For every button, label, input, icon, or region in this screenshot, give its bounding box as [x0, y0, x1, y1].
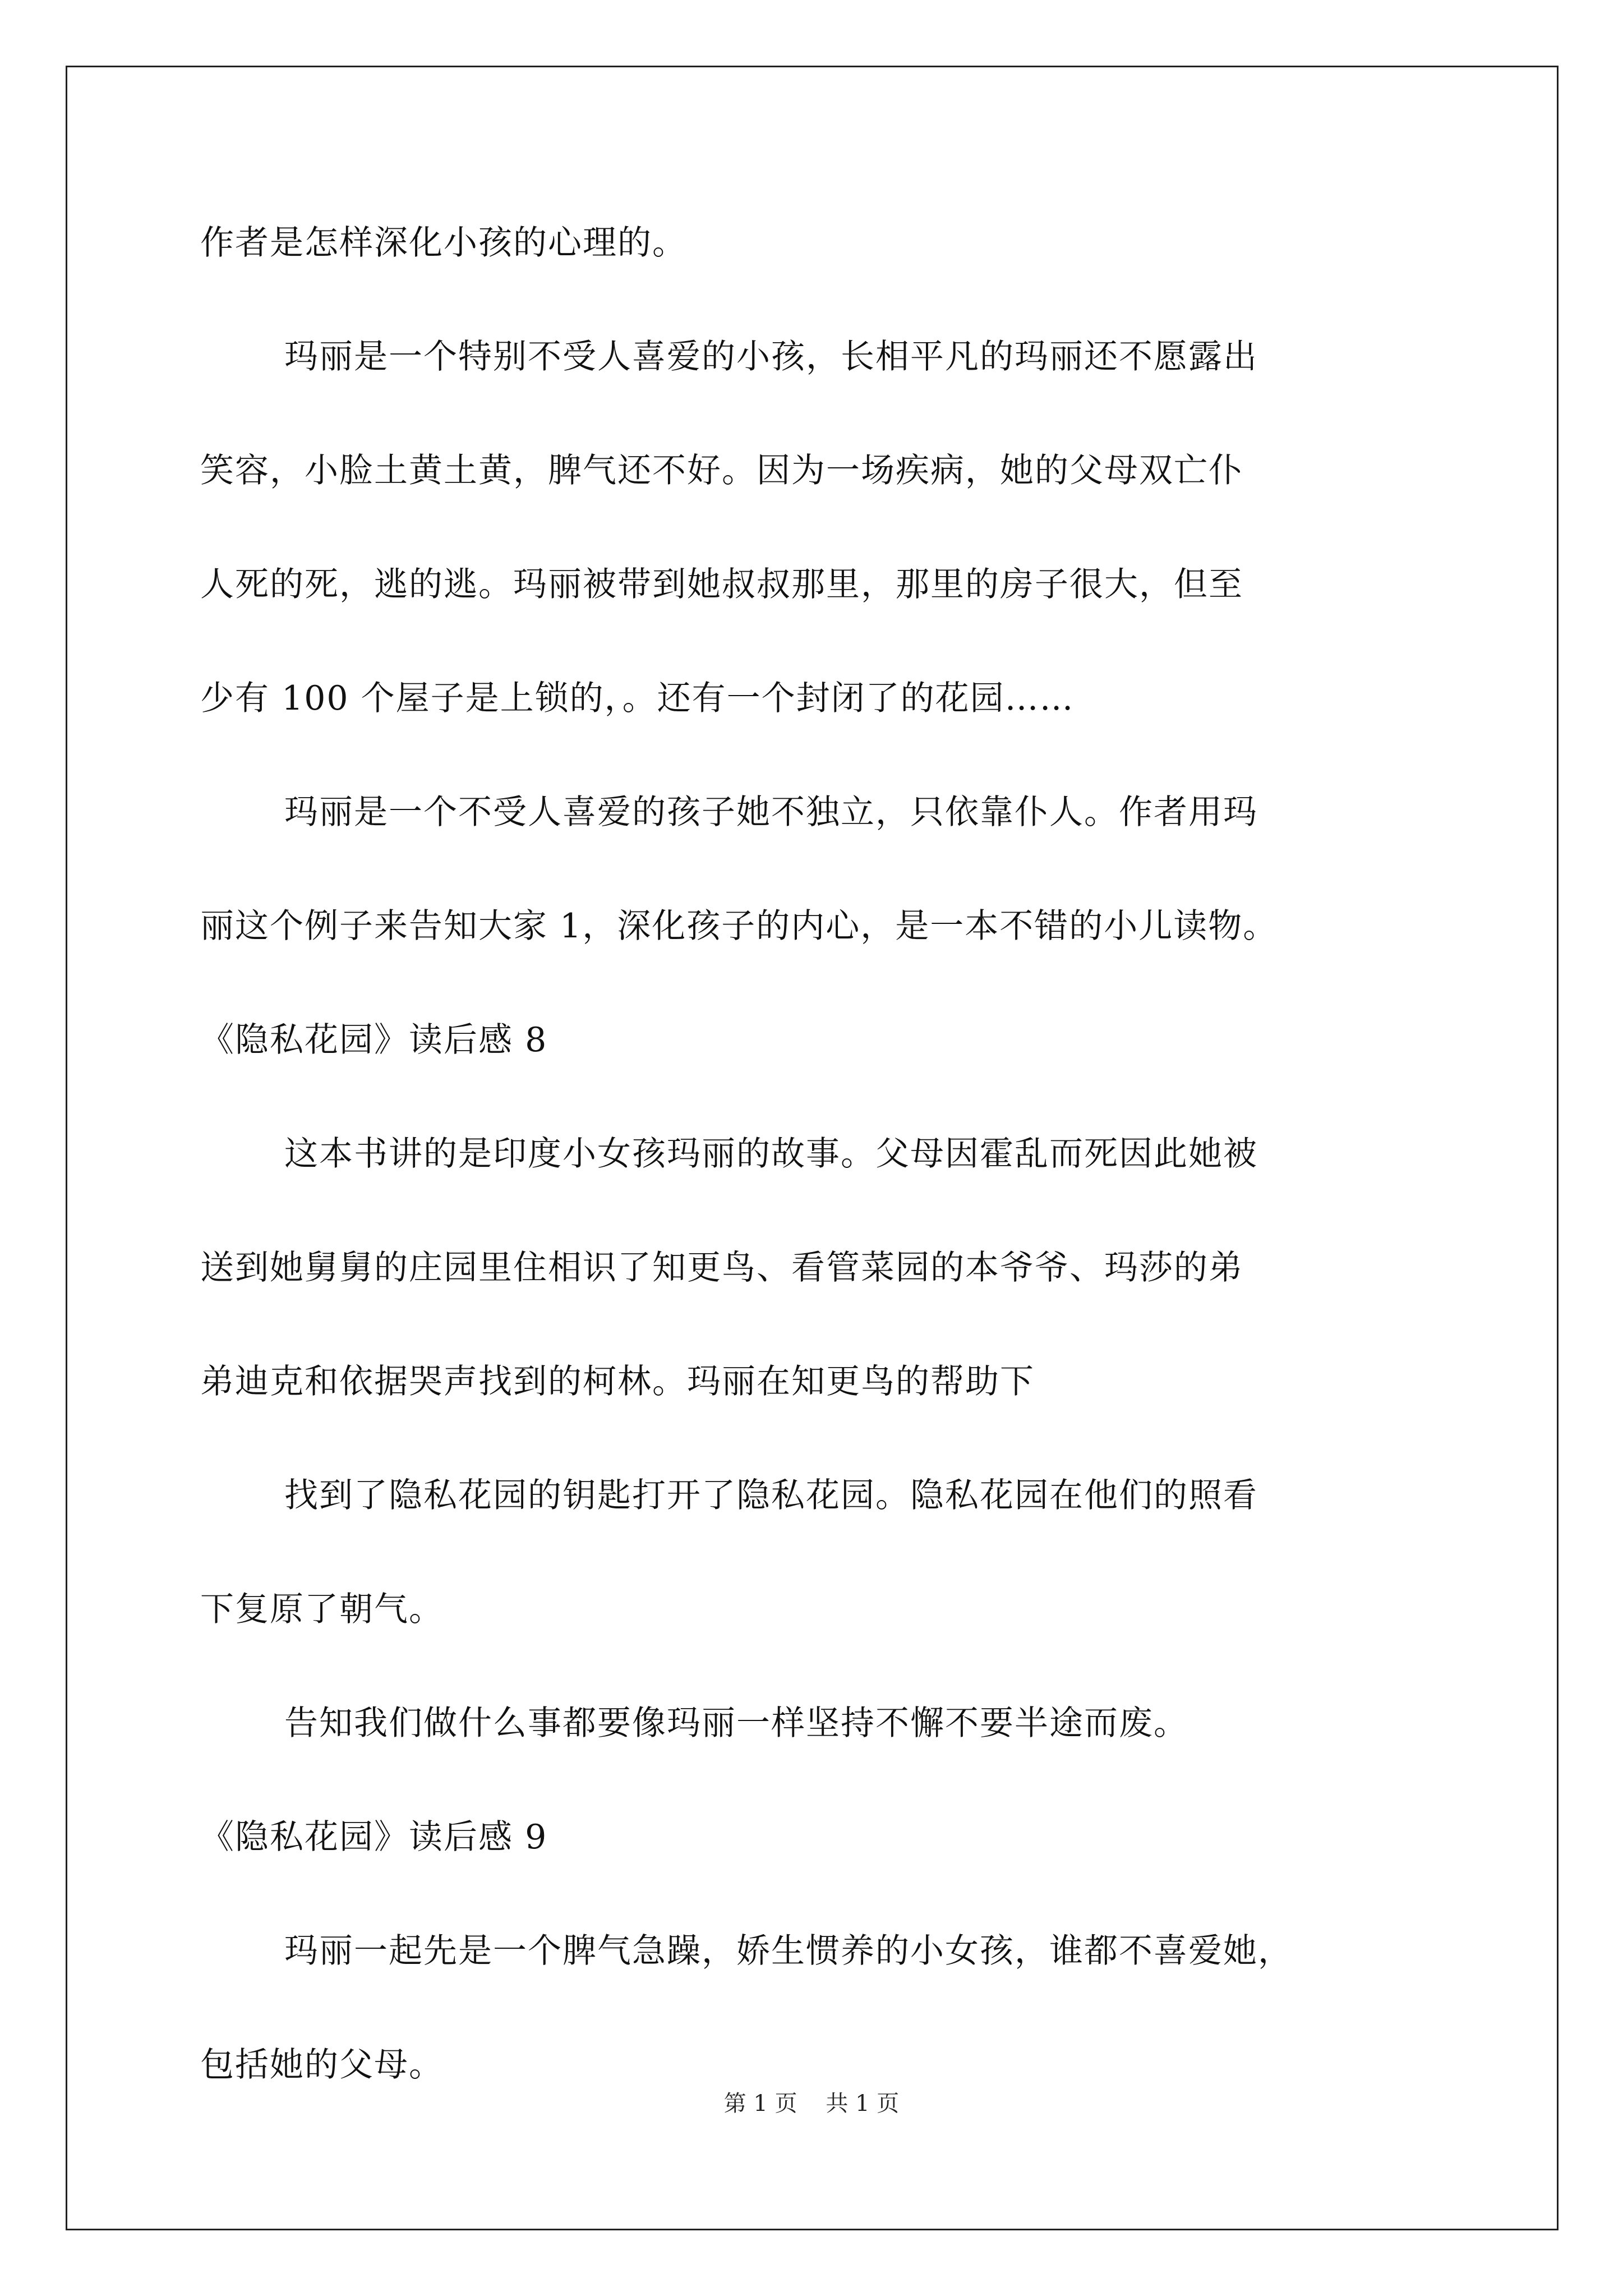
text-line: 这本书讲的是印度小女孩玛丽的故事。父母因霍乱而死因此她被	[284, 1134, 1258, 1174]
text-line: 玛丽一起先是一个脾气急躁，娇生惯养的小女孩，谁都不喜爱她，	[284, 1931, 1293, 1971]
text-line: 少有 100 个屋子是上锁的，。还有一个封闭了的花园……	[200, 679, 1075, 718]
text-line: 玛丽是一个不受人喜爱的孩子她不独立，只依靠仆人。作者用玛	[284, 793, 1258, 832]
section-heading: 《隐私花园》读后感 8	[200, 1020, 548, 1060]
text-line: 包括她的父母。	[200, 2045, 444, 2085]
text-line: 人死的死，逃的逃。玛丽被带到她叔叔那里，那里的房子很大，但至	[200, 565, 1243, 604]
text-line: 送到她舅舅的庄园里住相识了知更鸟、看管菜园的本爷爷、玛莎的弟	[200, 1248, 1243, 1287]
text-line: 找到了隐私花园的钥匙打开了隐私花园。隐私花园在他们的照看	[284, 1476, 1258, 1515]
text-line: 笑容，小脸土黄土黄，脾气还不好。因为一场疾病，她的父母双亡仆	[200, 451, 1243, 490]
text-line: 作者是怎样深化小孩的心理的。	[200, 223, 687, 263]
text-line: 弟迪克和依据哭声找到的柯林。玛丽在知更鸟的帮助下	[200, 1362, 1035, 1401]
section-heading: 《隐私花园》读后感 9	[200, 1818, 548, 1857]
text-line: 告知我们做什么事都要像玛丽一样坚持不懈不要半途而废。	[284, 1704, 1188, 1743]
text-line: 下复原了朝气。	[200, 1590, 444, 1629]
text-line: 丽这个例子来告知大家 1，深化孩子的内心，是一本不错的小儿读物。	[200, 907, 1278, 946]
page-number: 第 1 页 共 1 页	[723, 2091, 900, 2116]
text-line: 玛丽是一个特别不受人喜爱的小孩，长相平凡的玛丽还不愿露出	[284, 337, 1258, 376]
